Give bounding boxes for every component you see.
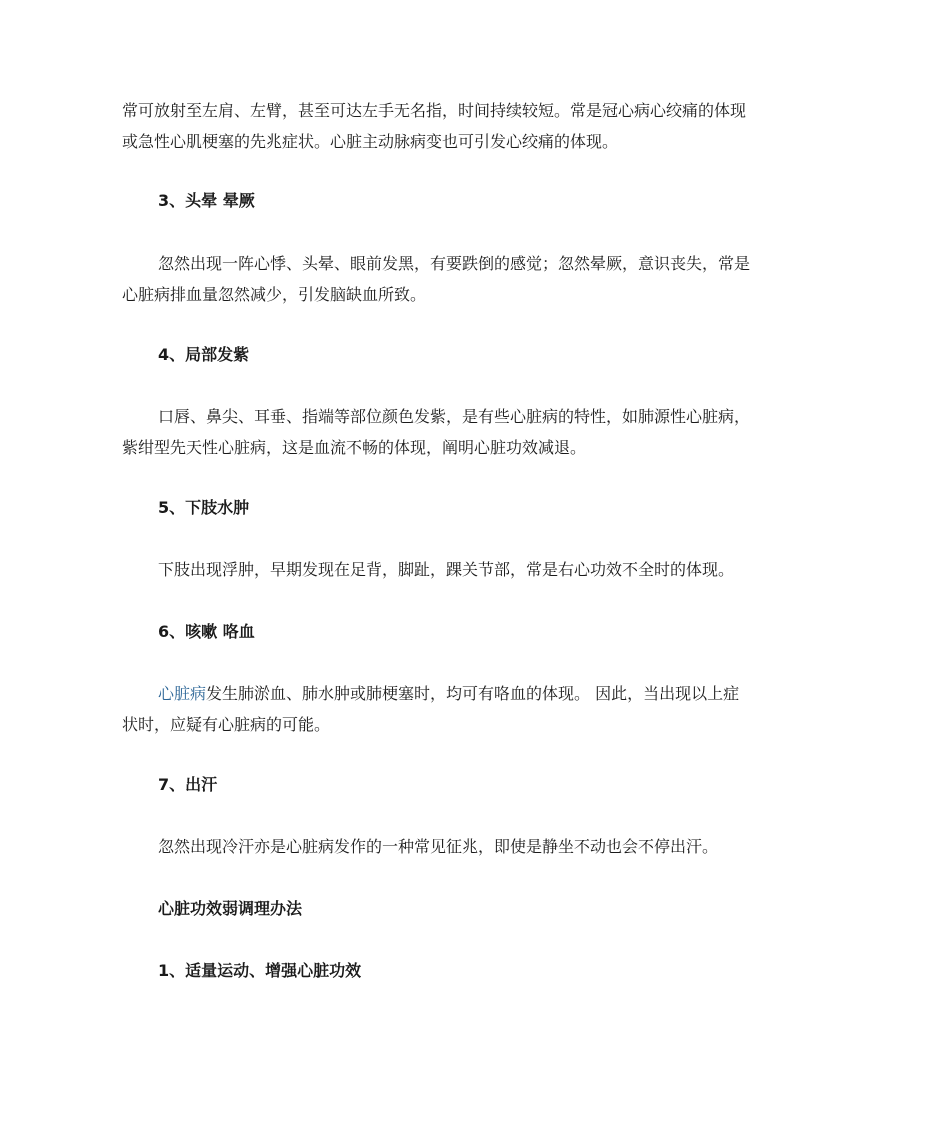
cough-line-1: [122, 678, 832, 709]
section-paragraph-edema: [122, 554, 832, 585]
cyanosis-line-2: 紫绀型先天性心脏病，这是血流不畅的体现，阐明心脏功效减退。: [122, 438, 587, 457]
sweating-line-1: 忽然出现冷汗亦是心脏病发作的一种常见征兆，即使是静坐不动也会不停出汗。: [158, 837, 719, 856]
section-paragraph-sweating: [122, 831, 832, 862]
method-1-heading: 1、适量运动、增强心脏功效: [158, 961, 362, 980]
cough-line-1-rest: 发生肺淤血、肺水肿或肺梗塞时，均可有咯血的体现。 因此，当出现以上症: [206, 684, 740, 703]
section-heading-cough: 6、咳嗽 咯血: [158, 622, 255, 641]
section-heading-cyanosis: 4、局部发紫: [158, 345, 250, 364]
intro-paragraph: [122, 95, 832, 157]
dizziness-line-2: 心脏病排血量忽然减少，引发脑缺血所致。: [122, 285, 427, 304]
intro-line-2: 或急性心肌梗塞的先兆症状。心脏主动脉病变也可引发心绞痛的体现。: [122, 132, 619, 151]
subtitle-heart-care-methods: 心脏功效弱调理办法: [158, 899, 303, 918]
section-paragraph-cough: [122, 678, 832, 740]
section-heading-edema: 5、下肢水肿: [158, 498, 250, 517]
edema-line-1: 下肢出现浮肿，早期发现在足背，脚趾，踝关节部，常是右心功效不全时的体现。: [158, 560, 735, 579]
dizziness-line-1: 忽然出现一阵心悸、头晕、眼前发黑，有要跌倒的感觉；忽然晕厥，意识丧失，常是: [158, 254, 751, 273]
section-heading-sweating: 7、出汗: [158, 775, 218, 794]
section-paragraph-cyanosis: [122, 401, 832, 463]
intro-line-1: 常可放射至左肩、左臂，甚至可达左手无名指，时间持续较短。常是冠心病心绞痛的体现: [122, 101, 747, 120]
cyanosis-line-1: 口唇、鼻尖、耳垂、指端等部位颜色发紫，是有些心脏病的特性，如肺源性心脏病，: [158, 407, 751, 426]
section-heading-dizziness: 3、头晕 晕厥: [158, 191, 255, 210]
section-paragraph-dizziness: [122, 248, 832, 310]
heart-disease-link[interactable]: 心脏病: [158, 684, 207, 703]
cough-line-2: 状时，应疑有心脏病的可能。: [122, 715, 331, 734]
